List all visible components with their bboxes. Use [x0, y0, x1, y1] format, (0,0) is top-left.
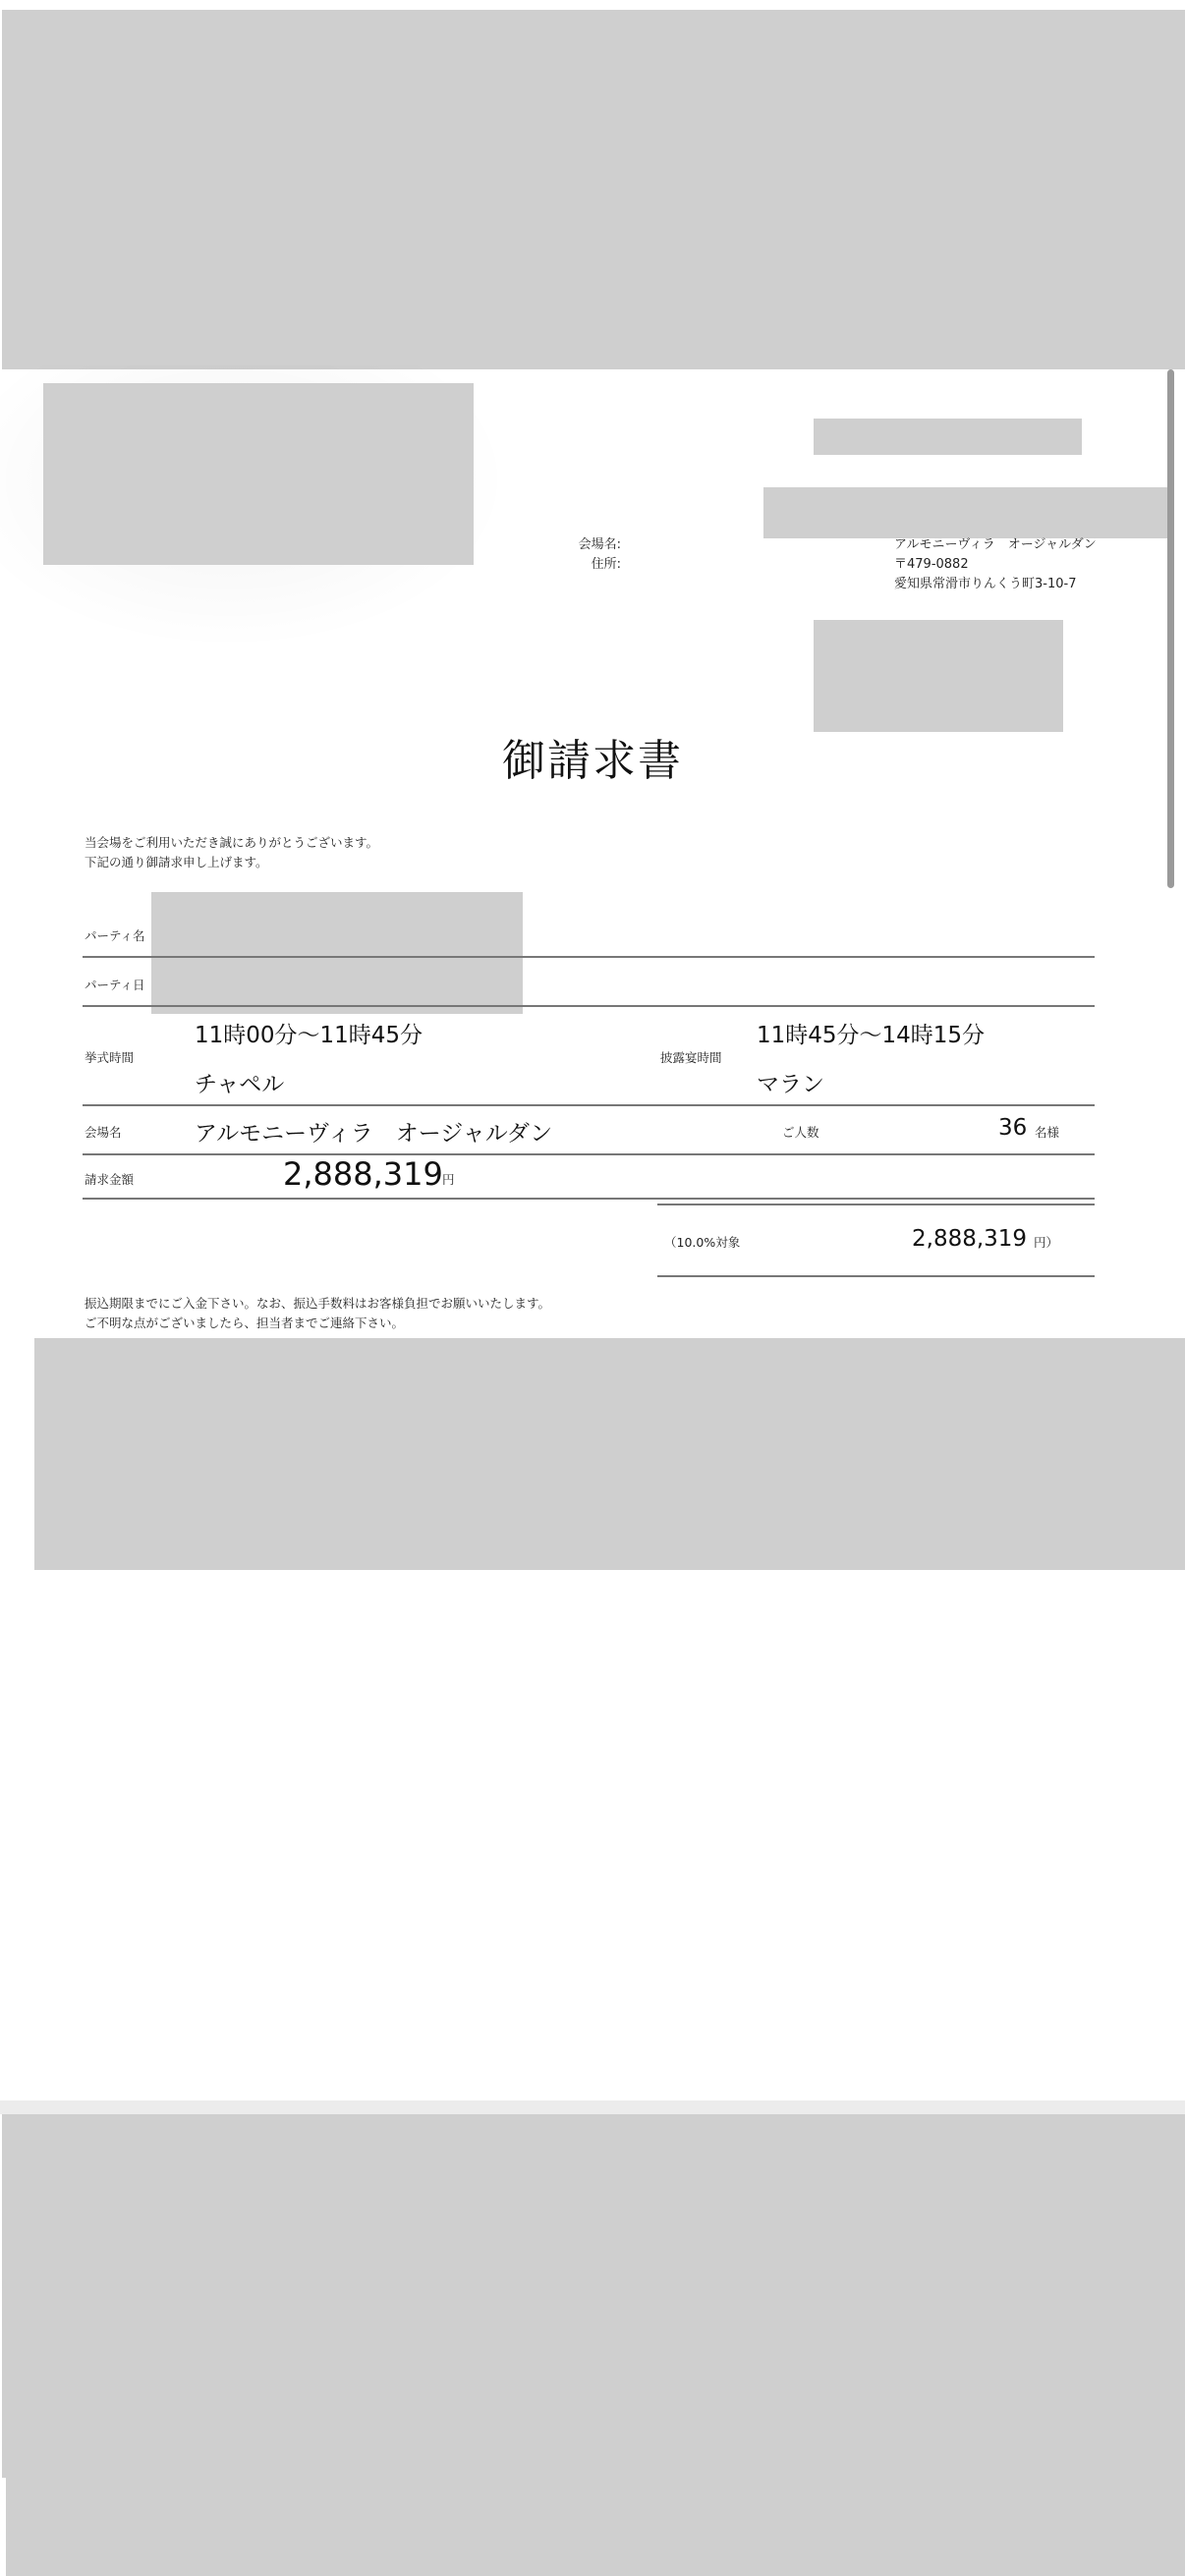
row-divider — [83, 1005, 1095, 1007]
tax-bottom-divider — [657, 1275, 1095, 1277]
ceremony-time-label: 挙式時間 — [85, 1050, 135, 1065]
guests-unit: 名様 — [1035, 1125, 1060, 1140]
row-divider — [83, 1104, 1095, 1106]
redacted-next-page-lower — [6, 2476, 1185, 2576]
reception-time: 11時45分～14時15分 — [757, 1023, 986, 1048]
invoice-amount: 2,888,319 — [283, 1155, 443, 1193]
venue-label: 会場名 — [85, 1125, 122, 1140]
party-date-label: パーティ日 — [85, 978, 145, 992]
row-divider — [83, 1198, 1095, 1200]
guests-count: 36 — [998, 1115, 1028, 1141]
venue-name-cell: アルモニーヴィラ オージャルダン — [195, 1121, 553, 1147]
page-separator — [0, 2100, 1185, 2114]
payment-note-line-1: 振込期限までにご入金下さい。なお、振込手数料はお客様負担でお願いいたします。 — [85, 1296, 551, 1311]
row-divider — [83, 1153, 1095, 1155]
venue-name: アルモニーヴィラ オージャルダン — [894, 537, 1097, 552]
redacted-next-page — [2, 2114, 1185, 2478]
venue-name-label: 会場名: — [578, 537, 621, 552]
tax-amount: 2,888,319 — [912, 1226, 1028, 1252]
amount-label: 請求金額 — [85, 1172, 135, 1187]
postal-code: 〒479-0882 — [894, 557, 969, 572]
redacted-logo-block — [43, 383, 474, 565]
address-label: 住所: — [591, 557, 621, 572]
ceremony-place: チャペル — [195, 1072, 285, 1097]
address: 愛知県常滑市りんくう町3-10-7 — [894, 577, 1077, 591]
document-title: 御請求書 — [502, 736, 683, 786]
reception-place: マラン — [757, 1072, 824, 1097]
redacted-header-block — [2, 10, 1185, 369]
redacted-bank-block — [34, 1338, 1185, 1570]
greeting — [85, 833, 378, 872]
greeting-line-1: 当会場をご利用いただき誠にありがとうございます。 — [85, 835, 379, 850]
row-divider — [83, 956, 1095, 958]
greeting-line-2: 下記の通り御請求申し上げます。 — [85, 855, 268, 869]
reception-time-label: 披露宴時間 — [660, 1050, 722, 1065]
guests-label: ご人数 — [782, 1125, 819, 1140]
tax-label: （10.0%対象 — [664, 1235, 741, 1250]
payment-note-line-2: ご不明な点がございましたら、担当者までご連絡下さい。 — [85, 1316, 405, 1330]
tax-top-divider — [657, 1204, 1095, 1205]
redacted-date-block — [814, 419, 1082, 455]
payment-note — [85, 1294, 550, 1333]
redacted-company-block — [763, 487, 1167, 538]
redacted-stamp-block — [814, 620, 1063, 732]
amount-unit: 円 — [442, 1172, 455, 1187]
ceremony-time: 11時00分～11時45分 — [195, 1023, 423, 1048]
scrollbar-thumb[interactable] — [1167, 369, 1174, 888]
party-name-label: パーティ名 — [85, 928, 145, 943]
redacted-party-info — [151, 892, 523, 1014]
tax-unit: 円） — [1034, 1235, 1059, 1250]
